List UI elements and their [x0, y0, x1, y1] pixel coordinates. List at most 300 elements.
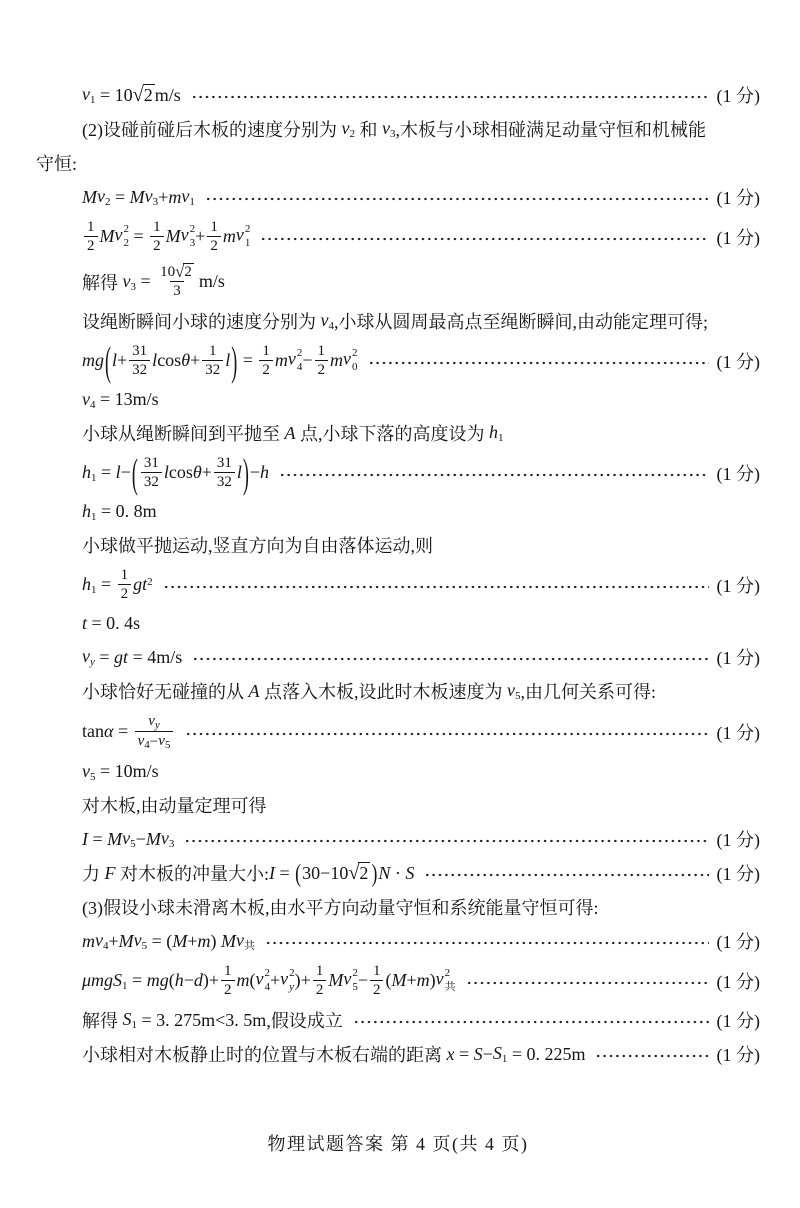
superscript: 2 — [352, 967, 358, 980]
fraction-denominator — [129, 360, 150, 379]
math-variable — [249, 681, 260, 702]
big-paren: ) — [242, 449, 249, 496]
line-v3-result — [36, 263, 760, 300]
score-label: (1 分) — [716, 830, 760, 851]
fraction — [221, 962, 235, 999]
line-part2-intro-cont — [36, 150, 760, 176]
math-roman: = — [238, 350, 258, 371]
math-variable — [223, 226, 236, 247]
line-t-result — [36, 611, 760, 636]
math-variable — [91, 970, 104, 991]
math-roman: 1 — [153, 219, 161, 235]
line-projectile-intro — [36, 532, 760, 558]
math-roman: 1 — [210, 219, 218, 235]
tok-it: M — [118, 930, 134, 951]
math-roman: )+ — [294, 970, 311, 991]
math-variable — [328, 970, 343, 991]
dot-leader — [267, 941, 709, 945]
supsub-stack — [445, 968, 456, 993]
subscript: 1 — [122, 979, 128, 992]
line-expression — [82, 84, 181, 106]
line-momentum-conservation — [36, 184, 760, 210]
math-variable — [391, 970, 406, 991]
tok-it: v — [343, 968, 352, 989]
subscript: 3 — [152, 196, 159, 208]
math-variable — [181, 350, 190, 371]
math-roman: = — [275, 862, 295, 883]
math-roman: + — [195, 226, 206, 246]
fraction-denominator — [135, 731, 174, 751]
fraction-denominator — [118, 584, 132, 603]
tok-it: v — [235, 930, 244, 951]
text-run: 小球相对木板静止时的位置与木板右端的距离 — [82, 1045, 447, 1066]
tok-it: v — [95, 930, 103, 951]
line-expression — [82, 449, 270, 496]
math-variable — [507, 680, 521, 702]
math-roman: 31 — [132, 343, 148, 360]
math-roman: 31 — [143, 455, 159, 472]
math-roman: 1 — [208, 343, 217, 360]
tok-it: v — [382, 118, 390, 138]
line-expression — [82, 116, 706, 142]
tok-it: m — [82, 350, 95, 371]
tok-it: θ — [181, 350, 191, 371]
subscript: 3 — [130, 280, 136, 293]
math-roman: − — [357, 970, 368, 991]
math-roman: 1 — [262, 343, 270, 360]
fraction-numerator — [315, 342, 329, 360]
math-variable — [122, 828, 136, 850]
tok-it: v — [122, 270, 131, 291]
math-variable — [82, 931, 95, 952]
fraction-numerator — [259, 342, 273, 360]
tok-it: g — [114, 646, 124, 667]
subscript: 5 — [90, 770, 96, 783]
tok-it: v — [137, 733, 145, 750]
fraction — [202, 342, 223, 379]
tok-it: h — [174, 970, 184, 991]
fraction-denominator — [214, 472, 235, 491]
math-roman: + — [190, 350, 201, 371]
superscript: 2 — [352, 347, 358, 360]
score-label: (1 分) — [716, 932, 760, 953]
subscript: 1 — [91, 471, 97, 484]
subscript: y — [289, 981, 295, 994]
dot-leader — [194, 657, 708, 661]
tok-it: θ — [192, 462, 202, 483]
math-variable — [256, 968, 271, 993]
tok-it: v — [160, 828, 169, 849]
fraction-numerator — [157, 263, 197, 281]
subscript: 3 — [168, 838, 175, 851]
text-run: 点,小球下落的高度设为 — [295, 424, 489, 445]
math-variable — [113, 970, 128, 992]
line-expression — [82, 420, 504, 446]
math-variable — [321, 310, 335, 332]
score-label: (1 分) — [716, 463, 760, 484]
subscript: 0 — [352, 361, 358, 374]
math-variable — [100, 226, 115, 247]
math-roman: m/s — [198, 271, 225, 292]
fraction — [135, 712, 174, 751]
big-paren: ( — [131, 449, 138, 496]
tok-it: t — [142, 574, 148, 595]
math-variable — [181, 186, 195, 208]
math-variable — [343, 968, 358, 993]
tok-it: μ — [82, 970, 92, 991]
fraction-denominator — [141, 472, 162, 491]
math-roman: 1 — [224, 963, 232, 980]
score-label: (1 分) — [716, 722, 760, 743]
math-roman: = 3. 275m<3. 5m — [137, 1009, 267, 1030]
dot-leader — [370, 361, 709, 365]
subscript: 1 — [501, 1053, 508, 1066]
line-h1-gt2 — [36, 566, 760, 603]
fraction-denominator — [259, 360, 273, 379]
fraction-denominator — [84, 236, 98, 255]
line-tan-alpha — [36, 712, 760, 751]
tok-it: M — [328, 970, 344, 991]
line-expression — [82, 761, 159, 783]
subscript: 共 — [243, 940, 255, 953]
tok-it: S — [492, 1043, 502, 1064]
tok-it: v — [287, 348, 296, 369]
supsub-stack — [352, 348, 358, 373]
subscript: 1 — [91, 583, 97, 596]
math-variable — [181, 224, 196, 249]
line-expression — [82, 860, 414, 886]
tok-it: A — [248, 680, 260, 701]
dot-leader — [186, 839, 708, 843]
tok-it: v — [280, 968, 289, 989]
tok-it: m — [146, 970, 160, 991]
tok-it: m — [82, 930, 95, 951]
subscript: 5 — [352, 981, 358, 994]
math-variable — [342, 118, 356, 140]
tok-it: h — [82, 500, 91, 521]
math-roman: 3 — [173, 283, 181, 300]
math-roman: − — [183, 970, 194, 991]
fraction-numerator — [214, 454, 235, 472]
tok-it: M — [107, 828, 123, 849]
math-roman: tan — [82, 721, 104, 742]
math-variable — [221, 931, 236, 952]
line-expression — [82, 337, 358, 384]
superscript: 2 — [147, 576, 153, 589]
tok-it: g — [133, 574, 143, 595]
fraction-denominator — [150, 236, 164, 255]
math-roman: + — [158, 186, 169, 207]
math-variable — [104, 721, 113, 742]
tok-it: α — [104, 721, 114, 742]
math-roman: − — [135, 828, 146, 849]
line-part2-intro — [36, 116, 760, 142]
tok-it: l — [163, 462, 169, 483]
math-roman: 32 — [216, 474, 232, 491]
page-footer: 物理试题答案 第 4 页(共 4 页) — [267, 1134, 529, 1154]
radical — [175, 263, 194, 281]
tok-it: h — [489, 422, 498, 443]
math-roman: cos — [168, 462, 193, 483]
subscript: 2 — [105, 196, 111, 208]
tok-it: v — [148, 713, 155, 730]
subscript: 2 — [123, 237, 129, 249]
line-h1-equation — [36, 449, 760, 496]
math-roman: = — [454, 1043, 474, 1064]
text-run: 解得 — [82, 272, 123, 293]
fraction-denominator — [207, 236, 221, 255]
big-paren: ) — [231, 337, 238, 384]
math-variable — [447, 1044, 455, 1065]
subscript: 3 — [189, 237, 196, 249]
math-roman: = 10 — [95, 84, 133, 105]
math-roman: 2 — [315, 982, 324, 999]
math-roman: = — [96, 462, 116, 483]
math-roman: 2 — [317, 362, 326, 379]
line-expression — [82, 678, 656, 704]
tok-it: v — [181, 186, 190, 206]
math-variable — [130, 187, 145, 208]
text-run: 设绳断瞬间小球的速度分别为 — [82, 312, 321, 333]
subscript: 4 — [90, 398, 96, 411]
tok-it: v — [320, 310, 329, 331]
fraction-denominator — [315, 360, 329, 379]
fraction — [118, 566, 132, 603]
tok-it: g — [159, 970, 169, 991]
subscript: 1 — [498, 432, 504, 445]
subscript: 3 — [390, 128, 396, 140]
math-variable — [160, 970, 169, 991]
math-variable — [82, 462, 97, 484]
tok-it: v — [507, 680, 515, 701]
text-run: (2)设碰前碰后木板的速度分别为 — [82, 120, 342, 140]
line-expression — [82, 962, 456, 999]
math-roman: = — [129, 226, 149, 246]
subscript: 5 — [515, 690, 521, 703]
subscript: 5 — [141, 940, 148, 953]
subscript: 1 — [131, 1019, 137, 1032]
supsub-stack — [245, 224, 251, 249]
line-expression — [82, 646, 182, 668]
line-expression — [82, 389, 159, 411]
tok-it: x — [446, 1043, 455, 1064]
math-roman: + — [270, 970, 281, 991]
math-roman: − — [302, 350, 313, 371]
math-roman: = 4m/s — [128, 646, 183, 667]
math-variable — [105, 863, 116, 884]
math-roman: − — [249, 462, 261, 483]
math-variable — [148, 712, 160, 731]
math-roman: = 0. 4s — [87, 613, 141, 634]
subscript: 4 — [328, 320, 334, 333]
math-roman: + — [201, 462, 212, 483]
line-expression — [82, 894, 599, 920]
math-roman: ) — [429, 970, 436, 991]
math-variable — [260, 462, 269, 483]
superscript: 2 — [296, 347, 303, 360]
math-variable — [382, 118, 396, 140]
tok-it: M — [391, 970, 407, 991]
math-variable — [175, 970, 184, 991]
tok-it: M — [145, 828, 161, 849]
math-variable — [378, 863, 390, 884]
math-roman: 2 — [359, 863, 369, 884]
line-v1-result — [36, 82, 760, 108]
math-roman: 2 — [210, 238, 218, 254]
math-variable — [82, 187, 97, 208]
subscript: 4 — [144, 739, 150, 752]
tok-it: v — [82, 84, 90, 104]
math-roman: − — [482, 1043, 493, 1064]
text-run: 力 — [82, 864, 105, 885]
text-run: 守恒: — [36, 154, 78, 174]
score-label: (1 分) — [716, 86, 760, 106]
fraction — [313, 962, 327, 999]
line-expression — [82, 186, 195, 208]
subscript: 4 — [103, 940, 109, 953]
fraction — [207, 218, 221, 255]
math-variable — [288, 348, 303, 373]
math-variable — [133, 574, 142, 595]
math-roman: 1 — [87, 219, 95, 235]
fraction-numerator — [207, 218, 221, 236]
dot-leader — [468, 981, 709, 985]
tok-it: v — [82, 388, 90, 409]
tok-it: v — [341, 118, 350, 138]
subscript: 2 — [349, 128, 355, 140]
math-roman: 2 — [262, 362, 270, 379]
line-s1-result — [36, 1007, 760, 1033]
line-vy-result — [36, 644, 760, 670]
math-roman: 2 — [372, 982, 381, 999]
line-expression — [36, 150, 77, 176]
math-roman: − — [120, 462, 131, 483]
math-variable — [193, 462, 202, 483]
text-run: 对木板的冲量大小: — [115, 864, 270, 885]
tok-it: M — [165, 226, 181, 246]
tok-it: N — [378, 862, 391, 883]
tok-it: v — [235, 224, 244, 245]
tok-it: v — [180, 224, 189, 245]
tok-it: m — [274, 350, 288, 371]
dot-leader — [262, 237, 708, 241]
line-landing-intro — [36, 678, 760, 704]
math-variable — [107, 829, 122, 850]
line-h1-result — [36, 499, 760, 524]
tok-it: v — [435, 968, 444, 989]
text-run: 点落入木板,设此时木板速度为 — [259, 682, 507, 703]
line-expression — [82, 263, 225, 300]
fraction — [157, 263, 197, 300]
tok-it: v — [82, 646, 90, 667]
line-energy-part3 — [36, 962, 760, 999]
fraction — [84, 218, 98, 255]
fraction-numerator — [141, 454, 162, 472]
subscript: 1 — [91, 510, 97, 523]
superscript: 2 — [123, 223, 129, 235]
superscript: 2 — [189, 223, 196, 235]
big-paren: ( — [295, 859, 302, 888]
math-roman: 32 — [143, 474, 159, 491]
math-roman: = — [88, 828, 108, 849]
math-variable — [82, 350, 95, 371]
math-variable — [330, 350, 343, 371]
tok-it: m — [416, 970, 430, 991]
math-variable — [82, 646, 95, 668]
radical-sign: √ — [348, 862, 360, 885]
text-run: 和 — [355, 120, 382, 140]
text-run: 对木板,由动量定理可得 — [82, 796, 267, 817]
radicand — [358, 862, 370, 884]
line-expression — [82, 566, 153, 603]
subscript: 5 — [130, 838, 136, 851]
math-variable — [489, 422, 504, 444]
math-roman: m/s — [154, 84, 181, 105]
tok-it: l — [112, 350, 118, 371]
superscript: 2 — [264, 967, 271, 980]
math-roman: = — [113, 721, 133, 742]
radical-sign: √ — [175, 261, 185, 281]
math-variable — [138, 732, 150, 751]
line-part3-intro — [36, 894, 760, 920]
tok-it: m — [330, 350, 344, 371]
score-label: (1 分) — [716, 864, 760, 885]
subscript: 1 — [189, 196, 195, 208]
line-expression — [82, 532, 433, 558]
score-label: (1 分) — [716, 1011, 760, 1032]
tok-it: m — [222, 226, 236, 246]
big-paren: ) — [371, 859, 378, 888]
radical-sign: √ — [132, 83, 144, 106]
math-roman: + — [187, 930, 198, 951]
text-run: ,由几何关系可得: — [520, 682, 657, 703]
fraction-numerator — [129, 342, 150, 360]
tok-it: m — [168, 186, 182, 207]
line-expression — [82, 930, 255, 952]
fraction-numerator — [84, 218, 98, 236]
dot-leader — [355, 1020, 709, 1024]
score-label: (1 分) — [716, 648, 760, 669]
math-variable — [119, 931, 134, 952]
math-variable — [95, 930, 109, 952]
math-roman: 2 — [153, 238, 161, 254]
math-roman: ( — [249, 970, 256, 991]
math-roman: = — [110, 186, 130, 207]
superscript: 2 — [244, 223, 251, 235]
tok-it: v — [82, 760, 90, 781]
tok-it: t — [123, 646, 129, 667]
math-variable — [104, 970, 113, 991]
math-roman: + — [108, 930, 119, 951]
math-variable — [158, 732, 170, 751]
fraction-denominator — [202, 360, 223, 379]
fraction-numerator — [206, 342, 220, 360]
dot-leader — [187, 732, 708, 736]
score-label: (1 分) — [716, 188, 760, 208]
radicand — [183, 263, 194, 281]
dot-leader — [281, 473, 708, 477]
tok-it: S — [113, 969, 123, 990]
fraction-denominator — [221, 980, 235, 999]
text-run: 小球恰好无碰撞的从 — [82, 682, 249, 703]
math-variable — [436, 968, 456, 993]
math-variable — [142, 574, 153, 595]
fraction — [315, 342, 329, 379]
subscript: 4 — [296, 361, 303, 374]
math-variable — [275, 350, 288, 371]
superscript: 2 — [289, 967, 295, 980]
line-work-energy-theorem — [36, 337, 760, 384]
